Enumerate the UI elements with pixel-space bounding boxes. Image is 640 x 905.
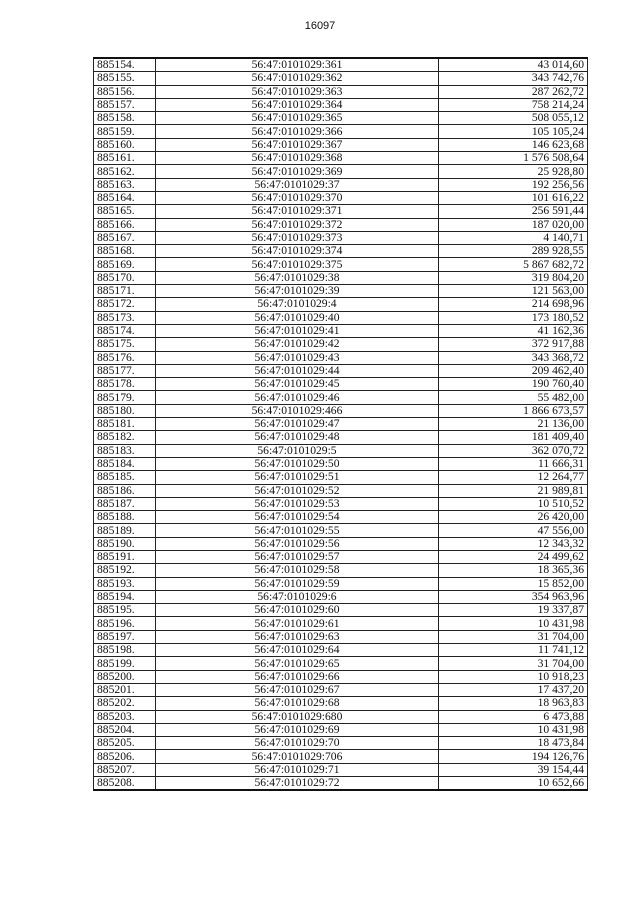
cadastral-number-cell: 56:47:0101029:71 [156, 763, 439, 776]
table-row [94, 218, 588, 231]
cadastral-value-cell: 31 704,00 [439, 630, 588, 643]
row-number-cell: 885199. [94, 657, 156, 670]
cadastral-value-cell: 173 180,52 [439, 311, 588, 324]
cadastral-value-cell: 181 409,40 [439, 431, 588, 444]
cadastral-value-cell: 289 928,55 [439, 245, 588, 258]
row-number-cell: 885155. [94, 72, 156, 85]
table-row [94, 85, 588, 98]
table-row [94, 231, 588, 244]
table-row [94, 311, 588, 324]
cadastral-value-cell: 1 866 673,57 [439, 404, 588, 417]
cadastral-number-cell: 56:47:0101029:55 [156, 524, 439, 537]
cadastral-value-cell: 21 136,00 [439, 418, 588, 431]
table-row [94, 763, 588, 776]
cadastral-number-cell: 56:47:0101029:58 [156, 564, 439, 577]
row-number-cell: 885160. [94, 138, 156, 151]
cadastral-number-cell: 56:47:0101029:41 [156, 324, 439, 337]
table-row [94, 125, 588, 138]
table-row [94, 604, 588, 617]
row-number-cell: 885192. [94, 564, 156, 577]
cadastral-number-cell: 56:47:0101029:680 [156, 710, 439, 723]
row-number-cell: 885164. [94, 191, 156, 204]
row-number-cell: 885203. [94, 710, 156, 723]
cadastral-number-cell: 56:47:0101029:5 [156, 444, 439, 457]
cadastral-value-cell: 26 420,00 [439, 511, 588, 524]
table-row [94, 258, 588, 271]
cadastral-value-cell: 12 343,32 [439, 537, 588, 550]
cadastral-value-table [93, 57, 588, 791]
table-row [94, 165, 588, 178]
cadastral-number-cell: 56:47:0101029:367 [156, 138, 439, 151]
row-number-cell: 885185. [94, 471, 156, 484]
cadastral-value-cell: 25 928,80 [439, 165, 588, 178]
table-row [94, 644, 588, 657]
cadastral-value-cell: 1 576 508,64 [439, 152, 588, 165]
cadastral-value-cell: 24 499,62 [439, 550, 588, 563]
cadastral-number-cell: 56:47:0101029:369 [156, 165, 439, 178]
table-row [94, 324, 588, 337]
table-row [94, 484, 588, 497]
row-number-cell: 885172. [94, 298, 156, 311]
table-row [94, 683, 588, 696]
row-number-cell: 885183. [94, 444, 156, 457]
row-number-cell: 885166. [94, 218, 156, 231]
row-number-cell: 885205. [94, 737, 156, 750]
cadastral-value-cell: 372 917,88 [439, 338, 588, 351]
cadastral-value-cell: 10 431,98 [439, 617, 588, 630]
row-number-cell: 885175. [94, 338, 156, 351]
cadastral-number-cell: 56:47:0101029:46 [156, 391, 439, 404]
row-number-cell: 885187. [94, 497, 156, 510]
table-row [94, 112, 588, 125]
table-row [94, 550, 588, 563]
cadastral-value-cell: 105 105,24 [439, 125, 588, 138]
cadastral-number-cell: 56:47:0101029:59 [156, 577, 439, 590]
cadastral-number-cell: 56:47:0101029:43 [156, 351, 439, 364]
table-row [94, 364, 588, 377]
table-row [94, 497, 588, 510]
row-number-cell: 885194. [94, 590, 156, 603]
cadastral-value-cell: 10 652,66 [439, 777, 588, 791]
cadastral-number-cell: 56:47:0101029:365 [156, 112, 439, 125]
cadastral-number-cell: 56:47:0101029:56 [156, 537, 439, 550]
row-number-cell: 885207. [94, 763, 156, 776]
cadastral-value-cell: 10 918,23 [439, 670, 588, 683]
row-number-cell: 885202. [94, 697, 156, 710]
cadastral-number-cell: 56:47:0101029:6 [156, 590, 439, 603]
cadastral-number-cell: 56:47:0101029:64 [156, 644, 439, 657]
cadastral-number-cell: 56:47:0101029:63 [156, 630, 439, 643]
table-body [94, 58, 588, 790]
cadastral-number-cell: 56:47:0101029:65 [156, 657, 439, 670]
cadastral-value-cell: 18 963,83 [439, 697, 588, 710]
row-number-cell: 885208. [94, 777, 156, 791]
cadastral-value-cell: 17 437,20 [439, 683, 588, 696]
row-number-cell: 885184. [94, 457, 156, 470]
cadastral-number-cell: 56:47:0101029:54 [156, 511, 439, 524]
table-row [94, 391, 588, 404]
cadastral-number-cell: 56:47:0101029:37 [156, 178, 439, 191]
cadastral-number-cell: 56:47:0101029:466 [156, 404, 439, 417]
row-number-cell: 885186. [94, 484, 156, 497]
row-number-cell: 885197. [94, 630, 156, 643]
row-number-cell: 885165. [94, 205, 156, 218]
table-row [94, 152, 588, 165]
cadastral-value-cell: 19 337,87 [439, 604, 588, 617]
cadastral-number-cell: 56:47:0101029:40 [156, 311, 439, 324]
table-row [94, 710, 588, 723]
cadastral-value-cell: 39 154,44 [439, 763, 588, 776]
cadastral-value-cell: 287 262,72 [439, 85, 588, 98]
row-number-cell: 885157. [94, 98, 156, 111]
cadastral-number-cell: 56:47:0101029:70 [156, 737, 439, 750]
cadastral-value-cell: 146 623,68 [439, 138, 588, 151]
cadastral-number-cell: 56:47:0101029:375 [156, 258, 439, 271]
cadastral-number-cell: 56:47:0101029:366 [156, 125, 439, 138]
table-row [94, 138, 588, 151]
cadastral-value-cell: 10 431,98 [439, 723, 588, 736]
row-number-cell: 885168. [94, 245, 156, 258]
cadastral-number-cell: 56:47:0101029:363 [156, 85, 439, 98]
cadastral-number-cell: 56:47:0101029:53 [156, 497, 439, 510]
cadastral-number-cell: 56:47:0101029:372 [156, 218, 439, 231]
cadastral-value-cell: 21 989,81 [439, 484, 588, 497]
table-row [94, 457, 588, 470]
table-row [94, 205, 588, 218]
cadastral-number-cell: 56:47:0101029:66 [156, 670, 439, 683]
cadastral-number-cell: 56:47:0101029:60 [156, 604, 439, 617]
row-number-cell: 885170. [94, 271, 156, 284]
cadastral-value-cell: 256 591,44 [439, 205, 588, 218]
row-number-cell: 885201. [94, 683, 156, 696]
table-row [94, 750, 588, 763]
row-number-cell: 885154. [94, 58, 156, 72]
row-number-cell: 885200. [94, 670, 156, 683]
row-number-cell: 885161. [94, 152, 156, 165]
cadastral-number-cell: 56:47:0101029:72 [156, 777, 439, 791]
cadastral-value-cell: 31 704,00 [439, 657, 588, 670]
table-row [94, 404, 588, 417]
cadastral-number-cell: 56:47:0101029:68 [156, 697, 439, 710]
cadastral-value-cell: 4 140,71 [439, 231, 588, 244]
cadastral-value-cell: 55 482,00 [439, 391, 588, 404]
table-row [94, 590, 588, 603]
table-row [94, 630, 588, 643]
cadastral-value-cell: 47 556,00 [439, 524, 588, 537]
cadastral-number-cell: 56:47:0101029:374 [156, 245, 439, 258]
cadastral-number-cell: 56:47:0101029:368 [156, 152, 439, 165]
cadastral-number-cell: 56:47:0101029:39 [156, 285, 439, 298]
cadastral-value-cell: 343 368,72 [439, 351, 588, 364]
table-row [94, 271, 588, 284]
cadastral-number-cell: 56:47:0101029:45 [156, 378, 439, 391]
cadastral-value-cell: 18 473,84 [439, 737, 588, 750]
cadastral-value-cell: 11 666,31 [439, 457, 588, 470]
table-row [94, 378, 588, 391]
cadastral-value-cell: 18 365,36 [439, 564, 588, 577]
cadastral-number-cell: 56:47:0101029:364 [156, 98, 439, 111]
table-row [94, 537, 588, 550]
page-number: 16097 [304, 20, 336, 32]
table-row [94, 98, 588, 111]
table-row [94, 351, 588, 364]
row-number-cell: 885180. [94, 404, 156, 417]
cadastral-number-cell: 56:47:0101029:38 [156, 271, 439, 284]
cadastral-number-cell: 56:47:0101029:67 [156, 683, 439, 696]
table-row [94, 338, 588, 351]
cadastral-value-cell: 194 126,76 [439, 750, 588, 763]
row-number-cell: 885171. [94, 285, 156, 298]
table-row [94, 58, 588, 72]
row-number-cell: 885176. [94, 351, 156, 364]
table-row [94, 285, 588, 298]
cadastral-number-cell: 56:47:0101029:362 [156, 72, 439, 85]
table-row [94, 670, 588, 683]
cadastral-number-cell: 56:47:0101029:706 [156, 750, 439, 763]
cadastral-value-cell: 5 867 682,72 [439, 258, 588, 271]
table-row [94, 471, 588, 484]
cadastral-value-cell: 758 214,24 [439, 98, 588, 111]
cadastral-value-cell: 10 510,52 [439, 497, 588, 510]
row-number-cell: 885162. [94, 165, 156, 178]
row-number-cell: 885174. [94, 324, 156, 337]
row-number-cell: 885163. [94, 178, 156, 191]
row-number-cell: 885188. [94, 511, 156, 524]
row-number-cell: 885177. [94, 364, 156, 377]
cadastral-number-cell: 56:47:0101029:61 [156, 617, 439, 630]
row-number-cell: 885158. [94, 112, 156, 125]
cadastral-number-cell: 56:47:0101029:51 [156, 471, 439, 484]
table-row [94, 444, 588, 457]
row-number-cell: 885181. [94, 418, 156, 431]
cadastral-value-cell: 15 852,00 [439, 577, 588, 590]
row-number-cell: 885182. [94, 431, 156, 444]
cadastral-number-cell: 56:47:0101029:42 [156, 338, 439, 351]
cadastral-value-cell: 187 020,00 [439, 218, 588, 231]
row-number-cell: 885178. [94, 378, 156, 391]
cadastral-value-cell: 43 014,60 [439, 58, 588, 72]
cadastral-number-cell: 56:47:0101029:44 [156, 364, 439, 377]
cadastral-value-cell: 6 473,88 [439, 710, 588, 723]
table-row [94, 191, 588, 204]
cadastral-number-cell: 56:47:0101029:69 [156, 723, 439, 736]
cadastral-number-cell: 56:47:0101029:370 [156, 191, 439, 204]
cadastral-number-cell: 56:47:0101029:57 [156, 550, 439, 563]
table-row [94, 418, 588, 431]
row-number-cell: 885167. [94, 231, 156, 244]
table-row [94, 564, 588, 577]
row-number-cell: 885204. [94, 723, 156, 736]
cadastral-number-cell: 56:47:0101029:361 [156, 58, 439, 72]
row-number-cell: 885156. [94, 85, 156, 98]
cadastral-number-cell: 56:47:0101029:48 [156, 431, 439, 444]
cadastral-value-cell: 192 256,56 [439, 178, 588, 191]
cadastral-value-cell: 214 698,96 [439, 298, 588, 311]
cadastral-value-cell: 343 742,76 [439, 72, 588, 85]
cadastral-value-cell: 209 462,40 [439, 364, 588, 377]
table-row [94, 524, 588, 537]
row-number-cell: 885206. [94, 750, 156, 763]
table-row [94, 617, 588, 630]
cadastral-value-cell: 41 162,36 [439, 324, 588, 337]
table-row [94, 737, 588, 750]
row-number-cell: 885189. [94, 524, 156, 537]
cadastral-number-cell: 56:47:0101029:50 [156, 457, 439, 470]
row-number-cell: 885159. [94, 125, 156, 138]
table-row [94, 245, 588, 258]
cadastral-value-cell: 362 070,72 [439, 444, 588, 457]
table-row [94, 657, 588, 670]
table-row [94, 298, 588, 311]
cadastral-value-cell: 101 616,22 [439, 191, 588, 204]
cadastral-number-cell: 56:47:0101029:371 [156, 205, 439, 218]
table-row [94, 72, 588, 85]
row-number-cell: 885191. [94, 550, 156, 563]
table-row [94, 431, 588, 444]
table-row [94, 511, 588, 524]
row-number-cell: 885198. [94, 644, 156, 657]
row-number-cell: 885179. [94, 391, 156, 404]
cadastral-number-cell: 56:47:0101029:52 [156, 484, 439, 497]
cadastral-number-cell: 56:47:0101029:47 [156, 418, 439, 431]
table-row [94, 577, 588, 590]
cadastral-value-cell: 12 264,77 [439, 471, 588, 484]
table-row [94, 178, 588, 191]
table-row [94, 697, 588, 710]
row-number-cell: 885196. [94, 617, 156, 630]
cadastral-value-cell: 508 055,12 [439, 112, 588, 125]
cadastral-number-cell: 56:47:0101029:373 [156, 231, 439, 244]
table-row [94, 723, 588, 736]
row-number-cell: 885169. [94, 258, 156, 271]
row-number-cell: 885190. [94, 537, 156, 550]
row-number-cell: 885195. [94, 604, 156, 617]
cadastral-number-cell: 56:47:0101029:4 [156, 298, 439, 311]
cadastral-value-cell: 319 804,20 [439, 271, 588, 284]
row-number-cell: 885173. [94, 311, 156, 324]
cadastral-value-cell: 190 760,40 [439, 378, 588, 391]
row-number-cell: 885193. [94, 577, 156, 590]
cadastral-value-cell: 11 741,12 [439, 644, 588, 657]
cadastral-value-cell: 121 563,00 [439, 285, 588, 298]
table-row [94, 777, 588, 791]
cadastral-value-cell: 354 963,96 [439, 590, 588, 603]
